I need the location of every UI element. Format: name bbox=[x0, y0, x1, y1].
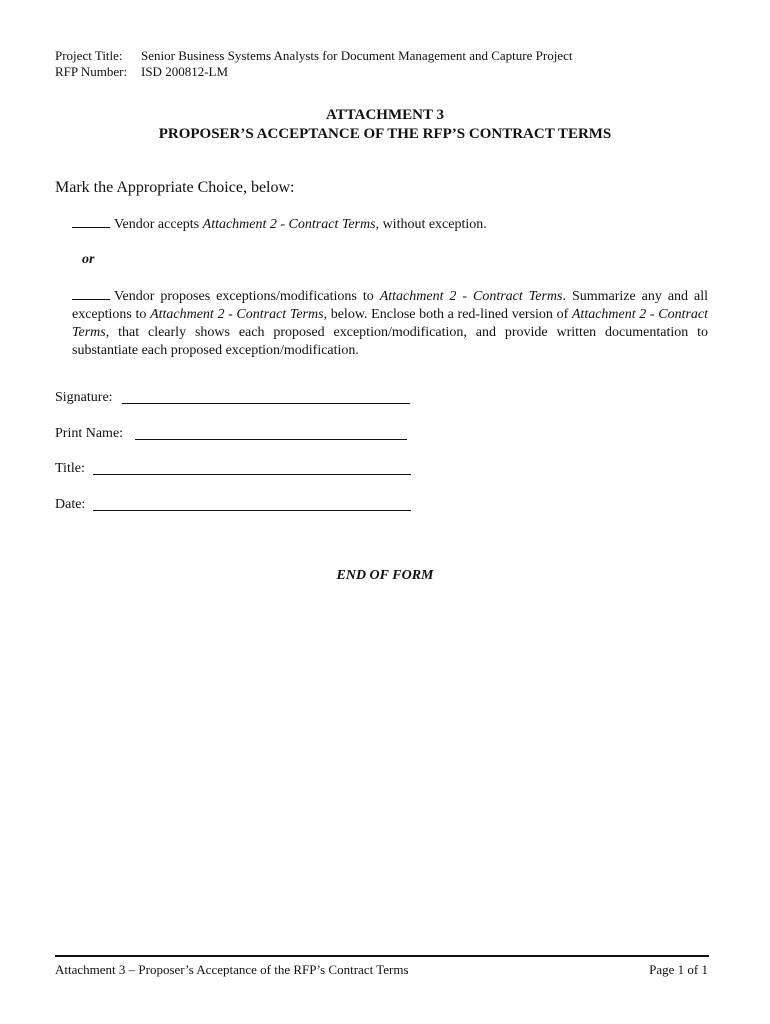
option-exceptions-text-2: . Summarize any and all exceptions to bbox=[72, 289, 709, 322]
option-exceptions-text-1: Vendor proposes exceptions/modifications to bbox=[114, 289, 380, 304]
signature-line[interactable] bbox=[122, 403, 410, 404]
print-name-field bbox=[55, 425, 123, 443]
title-field bbox=[55, 460, 85, 478]
option-accept-pre: Vendor accepts bbox=[114, 217, 203, 232]
title-line[interactable] bbox=[93, 474, 411, 475]
option-exceptions-ref-1: Attachment 2 - Contract Terms bbox=[379, 289, 563, 304]
rfp-number-value: ISD 200812-LM bbox=[141, 64, 229, 79]
print-name-label: Print Name: bbox=[55, 426, 124, 441]
form-title: PROPOSER’S ACCEPTANCE OF THE RFP’S CONTRACT TERMS bbox=[158, 126, 612, 142]
instruction-text: Mark the Appropriate Choice, below: bbox=[55, 179, 295, 196]
date-line[interactable] bbox=[93, 510, 411, 511]
footer-title: Attachment 3 – Proposer’s Acceptance of the RFP’s Contract Terms bbox=[55, 962, 409, 977]
project-title-value: Senior Business Systems Analysts for Document Management and Capture Project bbox=[141, 48, 573, 63]
title-label: Title: bbox=[55, 461, 85, 476]
option-exceptions bbox=[72, 288, 708, 360]
option-accept bbox=[72, 216, 708, 234]
page-number: Page 1 of 1 bbox=[649, 962, 708, 977]
accept-choice-blank[interactable] bbox=[72, 216, 110, 228]
rfp-number-label: RFP Number: bbox=[55, 64, 128, 79]
date-label: Date: bbox=[55, 497, 86, 512]
project-title-label: Project Title: bbox=[55, 48, 123, 63]
option-exceptions-text-4: , that clearly shows each proposed exception/modification, and provide written documentation to substantiate each proposed exception/modification. bbox=[72, 325, 708, 358]
end-of-form: END OF FORM bbox=[336, 568, 434, 583]
exceptions-choice-blank[interactable] bbox=[72, 288, 110, 300]
signature-field bbox=[55, 389, 113, 407]
option-exceptions-ref-2: Attachment 2 - Contract Terms bbox=[150, 307, 324, 322]
or-separator: or bbox=[82, 252, 95, 267]
print-name-line[interactable] bbox=[135, 439, 407, 440]
attachment-heading: ATTACHMENT 3 bbox=[326, 107, 444, 123]
project-title-row bbox=[55, 48, 572, 64]
signature-label: Signature: bbox=[55, 390, 113, 405]
date-field bbox=[55, 496, 85, 514]
option-accept-post: , without exception. bbox=[375, 217, 487, 232]
option-exceptions-text-3: , below. Enclose both a red-lined version of bbox=[323, 307, 572, 322]
footer-rule bbox=[55, 955, 709, 957]
option-exceptions-ref-3: Attachment 2 - Contract Terms bbox=[72, 307, 709, 340]
option-accept-ref: Attachment 2 - Contract Terms bbox=[202, 217, 376, 232]
rfp-number-row bbox=[55, 64, 228, 80]
